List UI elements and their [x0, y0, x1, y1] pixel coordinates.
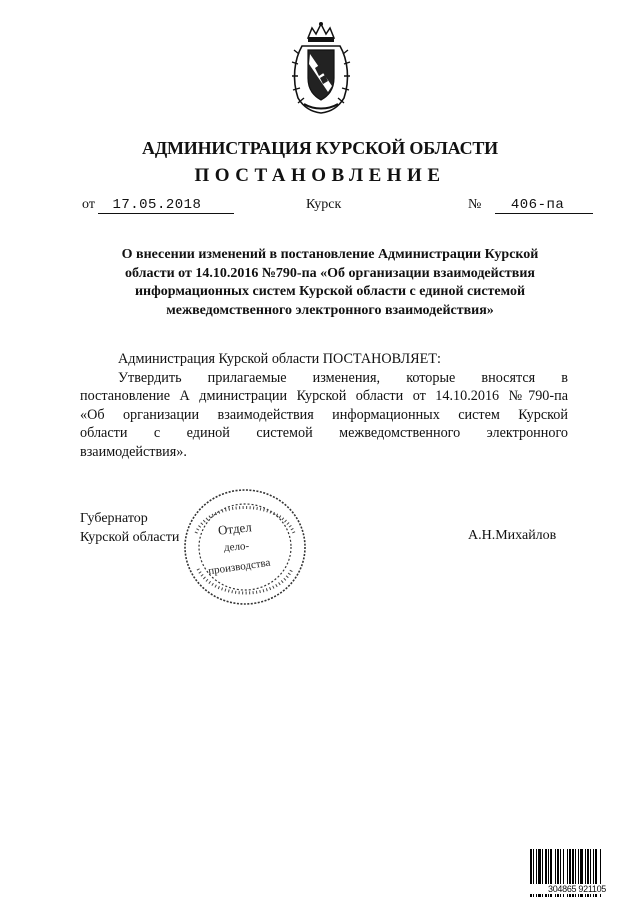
body-line: Утвердить прилагаемые изменения, которые вносятся в — [118, 369, 568, 386]
document-type-heading: ПОСТАНОВЛЕНИЕ — [194, 165, 446, 186]
number-label: № — [468, 197, 482, 212]
stamp-text-line: Отдел — [217, 519, 253, 538]
document-body — [80, 350, 568, 461]
organization-title: АДМИНИСТРАЦИЯ КУРСКОЙ ОБЛАСТИ — [142, 138, 498, 158]
signature-block — [80, 509, 179, 547]
signatory-region: Курской области — [80, 530, 180, 545]
barcode-number: 304865 921105 — [527, 884, 627, 894]
subject-line: О внесении изменений в постановление Администрации Курской — [121, 247, 539, 262]
body-line: взаимодействия». — [80, 443, 187, 460]
subject-line: информационных систем Курской области с единой системой — [134, 284, 526, 299]
subject-line: области от 14.10.2016 №790-па «Об организации взаимодействия — [125, 265, 535, 281]
number-value: 406-па — [495, 197, 593, 214]
stamp-text-line: дело- — [223, 540, 250, 554]
date-value: 17.05.2018 — [98, 197, 234, 214]
body-line: «Об организации взаимодействия информационных систем Курской — [80, 406, 568, 423]
stamp-text-line: производства — [207, 556, 272, 578]
date-label: от — [82, 197, 95, 212]
city-label: Курск — [306, 197, 342, 212]
coat-of-arms-icon — [290, 20, 352, 116]
document-subject — [85, 246, 575, 320]
department-stamp — [180, 485, 310, 609]
date-field — [82, 197, 234, 214]
preamble: Администрация Курской области ПОСТАНОВЛЯЕТ: — [118, 351, 441, 367]
signatory-title: Губернатор — [80, 511, 148, 526]
subject-line: межведомственного электронного взаимодействия» — [166, 302, 494, 318]
body-line: постановление А дминистрации Курской области от 14.10.2016 №790-па — [80, 388, 568, 404]
signatory-name: А.Н.Михайлов — [468, 528, 557, 543]
number-field — [468, 197, 593, 214]
body-line: области с единой системой межведомственного электронного — [80, 425, 568, 441]
